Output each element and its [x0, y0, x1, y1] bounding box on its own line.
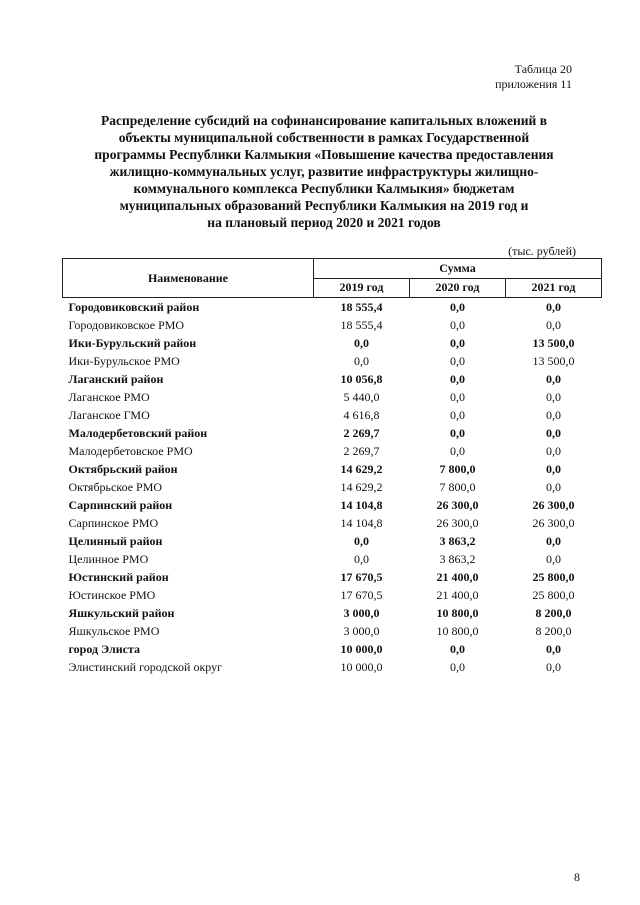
- value-2020: 10 800,0: [436, 606, 479, 620]
- value-2020: 0,0: [449, 444, 465, 458]
- row-name: Яшкульский район: [68, 606, 175, 620]
- row-name: Целинный район: [68, 534, 163, 548]
- value-2020: 0,0: [449, 660, 465, 674]
- value-2019: 17 670,5: [340, 570, 383, 584]
- appendix-label: приложения 11: [495, 77, 572, 91]
- row-name: Юстинское РМО: [68, 588, 156, 602]
- row-name: Элистинский городской округ: [68, 660, 223, 674]
- district-row: [63, 604, 602, 622]
- value-2021: 8 200,0: [535, 606, 572, 620]
- value-2020: 0,0: [449, 372, 465, 386]
- value-2021: 0,0: [545, 408, 561, 422]
- value-2021: 13 500,0: [532, 354, 575, 368]
- header-name: Наименование: [63, 259, 314, 298]
- value-2019: 10 000,0: [340, 642, 383, 656]
- value-2020: 21 400,0: [436, 588, 479, 602]
- value-2020: 3 863,2: [439, 534, 476, 548]
- value-2019: 14 629,2: [340, 480, 383, 494]
- district-row: [63, 370, 602, 388]
- row-name: Целинное РМО: [68, 552, 149, 566]
- value-2021: 25 800,0: [532, 570, 575, 584]
- value-2019: 0,0: [353, 534, 369, 548]
- district-row: [63, 532, 602, 550]
- page-number: 8: [574, 870, 580, 884]
- value-2019: 10 056,8: [340, 372, 383, 386]
- value-2019: 4 616,8: [343, 408, 380, 422]
- row-name: город Элиста: [68, 642, 141, 656]
- document-title: [64, 112, 584, 231]
- value-2020: 21 400,0: [436, 570, 479, 584]
- value-2019: 2 269,7: [343, 444, 380, 458]
- value-2020: 0,0: [449, 426, 465, 440]
- table-body: [63, 298, 602, 677]
- value-2021: 0,0: [545, 372, 561, 386]
- title-line: коммунального комплекса Республики Калмыкия» бюджетам: [133, 181, 515, 196]
- value-2021: 0,0: [545, 390, 561, 404]
- table-label: Таблица 20: [514, 62, 572, 76]
- value-2021: 0,0: [545, 660, 561, 674]
- value-2020: 0,0: [449, 408, 465, 422]
- municipality-row: [63, 316, 602, 334]
- title-line: Распределение субсидий на софинансирование капитальных вложений в: [100, 113, 548, 128]
- value-2019: 14 104,8: [340, 498, 383, 512]
- value-2019: 18 555,4: [340, 318, 383, 332]
- row-name: Октябрьское РМО: [68, 480, 163, 494]
- value-2021: 13 500,0: [532, 336, 575, 350]
- header-year-2019: 2019 год: [313, 278, 409, 298]
- municipality-row: [63, 406, 602, 424]
- subsidy-table: [62, 258, 602, 676]
- row-name: Яшкульское РМО: [68, 624, 160, 638]
- value-2020: 10 800,0: [436, 624, 479, 638]
- district-row: [63, 460, 602, 478]
- value-2021: 26 300,0: [532, 498, 575, 512]
- municipality-row: [63, 352, 602, 370]
- row-name: Городовиковское РМО: [68, 318, 185, 332]
- value-2021: 25 800,0: [532, 588, 575, 602]
- value-2019: 0,0: [353, 354, 369, 368]
- value-2021: 0,0: [545, 318, 561, 332]
- title-line: жилищно-коммунальных услуг, развитие инфраструктуры жилищно-: [109, 164, 539, 179]
- value-2021: 0,0: [545, 480, 561, 494]
- row-name: Малодербетовский район: [68, 426, 208, 440]
- municipality-row: [63, 478, 602, 496]
- municipality-row: [63, 586, 602, 604]
- value-2021: 0,0: [545, 552, 561, 566]
- municipality-row: [63, 658, 602, 676]
- district-row: [63, 424, 602, 442]
- value-2020: 0,0: [449, 336, 465, 350]
- value-2019: 17 670,5: [340, 588, 383, 602]
- value-2021: 26 300,0: [532, 516, 575, 530]
- value-2020: 0,0: [449, 354, 465, 368]
- district-row: [63, 568, 602, 586]
- value-2021: 0,0: [545, 444, 561, 458]
- value-2019: 2 269,7: [343, 426, 380, 440]
- row-name: Лаганский район: [68, 372, 164, 386]
- district-row: [63, 640, 602, 658]
- value-2020: 0,0: [449, 300, 465, 314]
- row-name: Городовиковский район: [68, 300, 200, 314]
- district-row: [63, 334, 602, 352]
- row-name: Сарпинское РМО: [68, 516, 159, 530]
- value-2019: 3 000,0: [343, 624, 380, 638]
- title-line: муниципальных образований Республики Калмыкия на 2019 год и: [119, 198, 529, 213]
- row-name: Юстинский район: [68, 570, 169, 584]
- municipality-row: [63, 514, 602, 532]
- value-2020: 7 800,0: [439, 462, 476, 476]
- district-row: [63, 298, 602, 317]
- value-2019: 0,0: [353, 552, 369, 566]
- value-2020: 0,0: [449, 318, 465, 332]
- value-2021: 8 200,0: [535, 624, 572, 638]
- value-2019: 18 555,4: [340, 300, 383, 314]
- row-name: Ики-Бурульское РМО: [68, 354, 180, 368]
- value-2019: 0,0: [353, 336, 369, 350]
- municipality-row: [63, 622, 602, 640]
- value-2020: 26 300,0: [436, 516, 479, 530]
- title-line: на плановый период 2020 и 2021 годов: [207, 215, 441, 230]
- row-name: Ики-Бурульский район: [68, 336, 197, 350]
- value-2019: 14 104,8: [340, 516, 383, 530]
- municipality-row: [63, 442, 602, 460]
- municipality-row: [63, 550, 602, 568]
- title-line: объекты муниципальной собственности в рамках Государственной: [118, 130, 530, 145]
- value-2021: 0,0: [545, 426, 561, 440]
- title-line: программы Республики Калмыкия «Повышение качества предоставления: [94, 147, 554, 162]
- header-sum: Сумма: [313, 259, 601, 279]
- table-reference: [495, 62, 572, 92]
- row-name: Лаганское ГМО: [68, 408, 150, 422]
- value-2020: 3 863,2: [439, 552, 476, 566]
- header-year-2020: 2020 год: [409, 278, 505, 298]
- value-2020: 26 300,0: [436, 498, 479, 512]
- value-2019: 5 440,0: [343, 390, 380, 404]
- row-name: Малодербетовское РМО: [68, 444, 193, 458]
- value-2020: 0,0: [449, 390, 465, 404]
- district-row: [63, 496, 602, 514]
- value-2021: 0,0: [545, 462, 561, 476]
- value-2019: 14 629,2: [340, 462, 383, 476]
- row-name: Октябрьский район: [68, 462, 178, 476]
- row-name: Сарпинский район: [68, 498, 173, 512]
- value-2021: 0,0: [545, 642, 561, 656]
- value-2021: 0,0: [545, 534, 561, 548]
- row-name: Лаганское РМО: [68, 390, 150, 404]
- header-year-2021: 2021 год: [505, 278, 601, 298]
- value-2020: 7 800,0: [439, 480, 476, 494]
- units-note: (тыс. рублей): [508, 244, 576, 258]
- municipality-row: [63, 388, 602, 406]
- value-2019: 3 000,0: [343, 606, 380, 620]
- value-2021: 0,0: [545, 300, 561, 314]
- value-2019: 10 000,0: [340, 660, 383, 674]
- value-2020: 0,0: [449, 642, 465, 656]
